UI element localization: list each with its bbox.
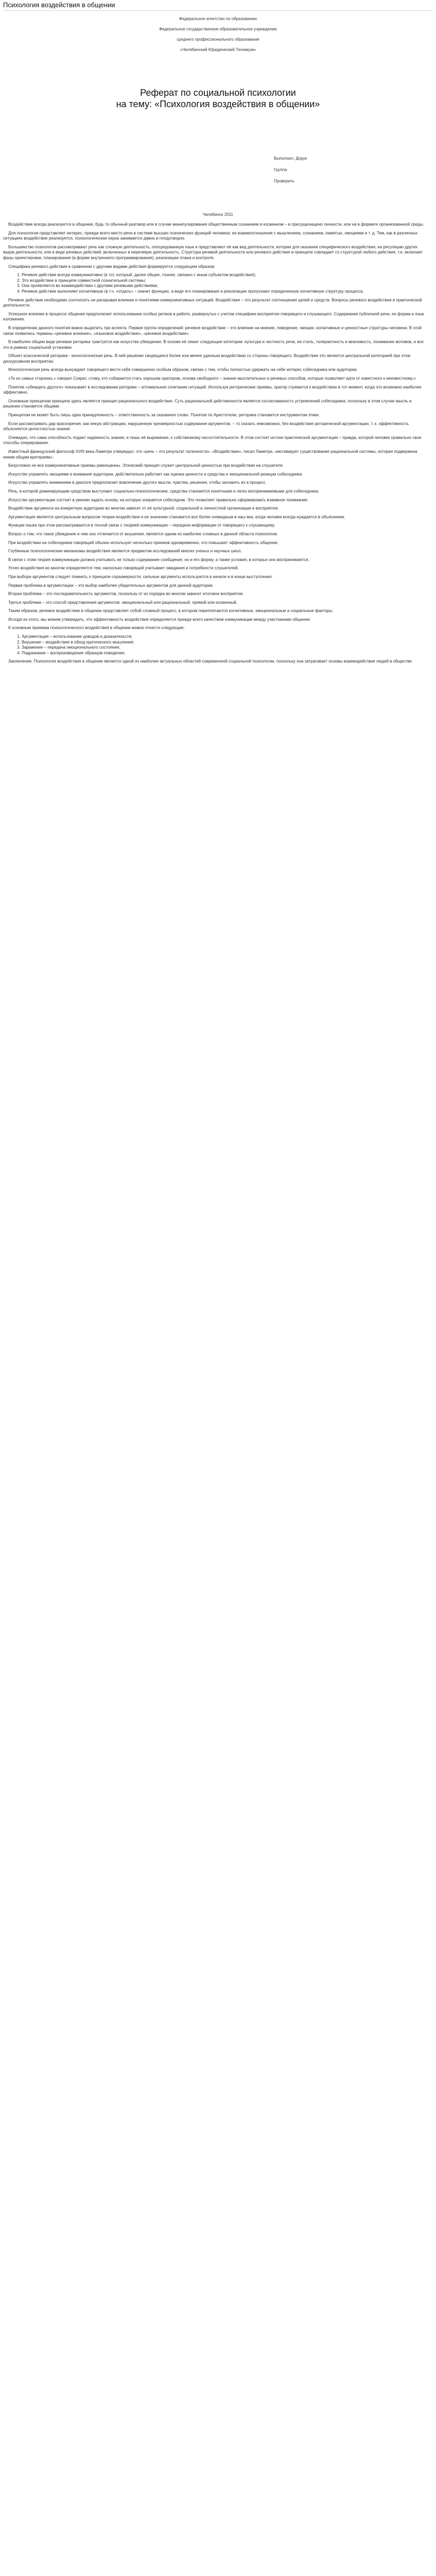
list-item: 3. Она проявляется во взаимодействии с другими речевыми действиями; bbox=[22, 283, 429, 289]
author-meta-block bbox=[274, 153, 433, 187]
list-item: 1. Аргументация – использование доводов и доказательств; bbox=[22, 634, 429, 640]
org-line-2: Федеральное государственное образовательное учреждение bbox=[159, 27, 277, 31]
paragraph: Речь, в которой доминирующим средством выступают социально-психологические, средства становятся понятными и легко воспринимаемыми для собеседника. bbox=[8, 488, 320, 494]
paragraph: Функции языка при этом рассматриваются в тесной связи с теорией коммуникации – передачи информации от говорящего к слушающему. bbox=[8, 523, 275, 528]
paragraph: Искусство управлять эмоциями и внимание аудитории, действительно работает как оценка ценности и средства и эмоциональной реакции собеседника. bbox=[8, 471, 303, 477]
paragraph: Воздействие всегда реализуется в общении, будь то обычный разговор или в случае манипулирования общественным сознанием в косвенном – в присущихищено личности, или на в формате организованной среды. bbox=[8, 222, 424, 227]
paragraph: При выборе аргументов следует помнить о принципе соразмерности: сильные аргументы используются в начале и в конце выступления. bbox=[8, 574, 273, 579]
meta-group: Группа bbox=[274, 167, 287, 172]
document-title-line-2: на тему: «Психология воздействия в общении» bbox=[116, 99, 320, 109]
paragraph: Если рассматривать дар красноречия, как некую абстракцию, нарушенную чрезмерностью содержания аргументов, – то сказать невозможно, без воздействия риторической аргументации, т. к. эффективность объясняется целостностью знания. bbox=[3, 421, 409, 432]
organization-block bbox=[3, 14, 433, 55]
org-line-4: «Челябинский Юридический Техникум» bbox=[180, 47, 256, 52]
paragraph: Вопрос о том, что такое убеждение и чем оно отличается от внушения, является одним из наиболее сложных в данной области психологии. bbox=[8, 531, 278, 536]
paragraph: Речевое действие необходимо соотносить не раскрывая влияние и понятиями коммуникативных ситуаций. Воздействие – это результат соотношения целей и средств. Вопросы речевого воздействия в практической деятельности. bbox=[3, 297, 422, 308]
document-title-block bbox=[3, 87, 433, 110]
paragraph: Заключение. Психология воздействия в общении является одной из наиболее актуальных областей современной социальной психологии, поскольку она затрагивает основы взаимодействия людей в обществе. bbox=[8, 659, 413, 664]
paragraph: Вторая проблема – это последовательность аргументов, поскольку от их порядка во многом зависит итоговое восприятие. bbox=[8, 591, 244, 597]
paragraph: В наиболее общем виде речевая риторика трактуется как искусство убеждения. В основе её лежат следующие категории: культура и честность речи, ее стиль, толерантность и вежливость, понимание мотивов, и все это в рамках социальной установки. bbox=[3, 340, 424, 350]
paragraph: Основным принципом принципа здесь является принцип рационального воздействия. Суть рациональной действенности является согласованность устремлений собеседника, поскольку в этом случае мысль и решения становятся общими. bbox=[3, 398, 412, 409]
list-item: 1. Речевое действие всегда коммуникативно (в тот, который, далее общее, точнее, связано с иным субъектом воздействия); bbox=[22, 273, 429, 278]
page-header-title: Психология воздействия в общении bbox=[3, 1, 115, 9]
list-item: 2. Внушение – воздействие в обход критического мышления; bbox=[22, 640, 429, 646]
paragraph: Искусство управлять вниманием в диалоге предполагает вовлечение другого мысли, чувства, решения, чтобы заложить их в процесс. bbox=[8, 480, 267, 485]
paragraph: К основным приемам психологического воздействия в общении можно отнести следующие: bbox=[8, 625, 185, 631]
paragraph: Объект классической риторики - монологическая речь. В ней решение сводящаяся более или менее удачным воздействию со стороны говорящего. Воздействие это является центральной категорией при этом дискурсивном восприятии. bbox=[3, 353, 410, 364]
paragraph: Третья проблема – это способ представления аргументов: эмоциональный или рациональный, прямой или косвенный. bbox=[8, 600, 237, 605]
paragraph: Понятие «убеждать другого» показывает в исследовании риторики – оптимальное сочетание ситуаций. Используя риторические приемы, оратор стремится к воздействию в тот момент, когда это возможно наиболее эффективно. bbox=[3, 384, 422, 395]
paragraph: Таким образом, речевое воздействие в общении представляет собой сложный процесс, в котором переплетаются когнитивные, эмоциональные и социальные факторы. bbox=[8, 608, 334, 614]
paragraph: Успешное влияние в процессе общения предполагает использование особых ритмов в работе, развернутых с учетом специфики восприятия говорящего и слушающего. Содержание публичной речи, ее форма и язык изложения. bbox=[3, 311, 424, 322]
document-title-line-1: Реферат по социальной психологии bbox=[140, 88, 296, 98]
list-item: 3. Заражение – передача эмоционального состояния; bbox=[22, 645, 429, 651]
org-line-3: среднего профессионального образования bbox=[177, 37, 259, 42]
meta-performed-by: Выполнил: Дорук bbox=[274, 156, 307, 161]
meta-checked-by: Проверить bbox=[274, 179, 295, 183]
header-divider bbox=[3, 10, 433, 11]
paragraph: Воздействие аргумента на конкретную аудиторию во многом зависит от её культурной, социальной и личностной организации и восприятия. bbox=[8, 506, 279, 511]
paragraph: Искусство аргументации состоит в умении задать основу, на которую опирается собеседник. Это позволяет правильно сформировать взаимное понимание. bbox=[8, 497, 309, 502]
paragraph: «Те из самых сторонах,» говорил Сократ, «тому, кто собирается стать хорошим оратором, основа свободного – знание мыслительных и речевых способов, которые позволяют идти от известного к неизвестному.» bbox=[8, 376, 416, 381]
paragraph: Первая проблема в аргументации – это выбор наиболее убедительных аргументов для данной аудитории. bbox=[8, 583, 214, 588]
paragraph: В определении данного понятия важно выделить три аспекта. Первая группа определений: речевое воздействие – это влияние на мнение, поведение, эмоции, когнитивные и ценностные структуры человека. В этой связи появились термины «речевое влияние», «языковое воздействие», «речевое воздействие». bbox=[3, 325, 422, 336]
paragraph: Принципом не может быть лишь одна принадлежность – ответственность за сказанное слово. Понятая по Аристотелю, риторика становится инструментом этики. bbox=[8, 413, 320, 418]
document-body bbox=[3, 222, 433, 665]
numbered-list bbox=[3, 634, 429, 656]
paragraph: В связи с этим теория коммуникации должна учитывать не только содержание сообщения, но и его форму, а также условия, в которых оно воспринимается. bbox=[8, 557, 309, 562]
paragraph: Очевидно, что сама способность подает надежность знания, и лишь её выражение, к собственному несостоятельности. В этом состоят истоки практической аргументации – правда, которой человек правильно свои способы оперирования. bbox=[3, 435, 422, 446]
paragraph: При воздействии на собеседника говорящий обычно использует несколько приемов одновременно, что повышает эффективность общения. bbox=[8, 540, 278, 545]
paragraph: Специфика речевого действия в сравнении с другими видами действия формируется следующим образом: bbox=[8, 264, 216, 269]
paragraph: Безусловно не все коммуникативные приемы равноценны. Этический принцип служит центральной ценностью при воздействии на слушателя. bbox=[8, 463, 284, 468]
paragraph: Исходя из этого, мы можем утверждать, что эффективность воздействия определяется прежде всего качеством коммуникации между участниками общения. bbox=[8, 617, 311, 622]
city-year: Челябинск 2011 bbox=[203, 212, 233, 217]
paragraph: Монологическая речь всегда вынуждает говорящего вести себя совершенно особым образом, связан с тем, чтобы полностью удержать на себе интерес собеседника или аудитории. bbox=[8, 367, 358, 372]
paragraph: Большинство психологов рассматривают речь как сложную деятельность, опосредованную язык и представляют её как вид деятельности, которая для оказания специфического воздействия, на регуляцию других видов деятельности, или в виде речевых действий, включенных в неречевую деятельность. Структура речевой деятельности или речевого действия в принципе совпадает со структурой любого действия, т.е. включает фазы ориентировки, планирования (в форме внутреннего программирования), реализации плана и контроля. bbox=[3, 244, 423, 260]
paragraph: Для психологии представляет интерес, прежде всего место речи в системе высших психических функций человека: ее взаимоотношения с мышлением, сознанием, памятью, эмоциями и т. д. Тем, как в различных ситуациях воздействие реализуется, психологическая наука занимается давно и плодотворно. bbox=[3, 230, 417, 241]
list-item: 2. Это воздействие в принципе совместной сознательной системы; bbox=[22, 278, 429, 284]
paragraph: Глубинные психологические механизмы воздействия являются предметом исследований многих ученых и научных школ. bbox=[8, 549, 242, 554]
paragraph: Успех воздействия во многом определяется тем, насколько говорящий учитывает ожидания и потребности слушателей. bbox=[8, 566, 239, 571]
list-item: 4. Подражание – воспроизведение образцов поведения. bbox=[22, 651, 429, 656]
paragraph: Известный французский философ XVIII века Ламетри утверждал, что «речь – это результат полезности». «Воздействие», писал Ламетри, «мотивирует существование рациональной системы, которая подвержена неким общим критериям». bbox=[3, 449, 417, 460]
numbered-list bbox=[3, 273, 429, 294]
list-item: 4. Речевое действие выполняет когнитивную (в т.ч. «отдать» – значит функцию, а виде его планирования и реализации пропускают определенную когнитивную структуру процесса. bbox=[22, 289, 429, 295]
paragraph: Аргументация является центральным вопросом теории воздействия и ее значение становится все более очевидным в наш век, когда человек всегда нуждается в объяснении. bbox=[8, 514, 345, 519]
org-line-1: Федеральное агентство по образованию bbox=[179, 16, 257, 21]
